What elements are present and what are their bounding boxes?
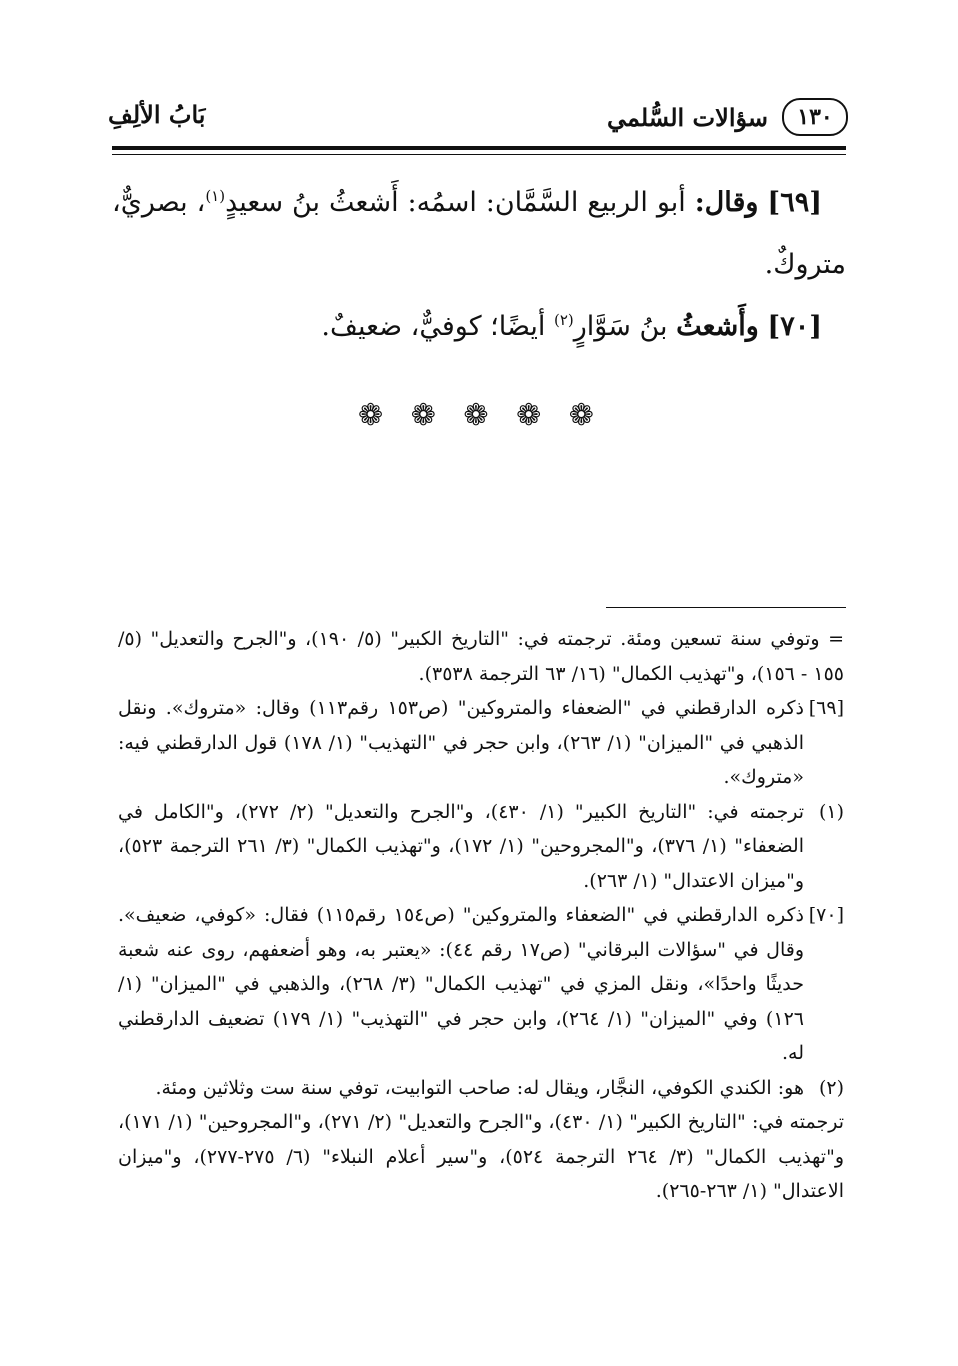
footnotes [118, 622, 844, 1209]
entry-text-continued: ، بصريٌّ، متروكٌ. [112, 187, 846, 280]
header-rule-thin [112, 154, 846, 155]
footnote-reference: (٢) [553, 311, 574, 329]
footnote-text: ترجمته في: "التاريخ الكبير" (١/ ٤٣٠)، و"الجرح والتعديل" (٢/ ٢٧٢)، و"الكامل في الضعفاء" (١/ ٣٧٦)، و"المجروحين" (١/ ١٧٢)، و"تهذيب الكمال" (٣/ ٢٦١ الترجمة ٥٢٣)، و"ميزان الاعتدال" (١/ ٢٦٣). [118, 800, 805, 892]
footnote-70 [118, 898, 844, 1071]
entry-lead-word: وقال: [694, 187, 759, 218]
footnote-text: ذكره الدارقطني في "الضعفاء والمتروكين" (ص١٥٤ رقم١١٥) فقال: «كوفي، ضعيف». وقال في "سؤالات البرقاني" (ص١٧ رقم ٤٤): «يعتبر به، وهو أضعفهم، روى عنه شعبة حديثًا واحدًا»، ونقل المزي في "تهذيب الكمال" (٣/ ٢٦٨)، والذهبي في "الميزان" (١/ ١٢٦) وفي "الميزان" (١/ ٢٦٤)، وابن حجر في "التهذيب" (١/ ١٧٩) تضعيف الدارقطني له. [118, 904, 804, 1064]
flower-ornament-icon: ❁ [358, 398, 390, 433]
footnote-text: هو: الكندي الكوفي، النجَّار، ويقال له: صاحب التوابيت، توفي سنة ست وثلاثين ومئة. [155, 1076, 804, 1099]
book-title: سؤالات السُّلمي [606, 102, 768, 132]
entry-number: [٧٠] [767, 311, 822, 342]
running-header [108, 98, 848, 142]
chapter-title: بَابُ الألِفِ [108, 100, 206, 129]
footnote-label: (١) [818, 800, 844, 823]
entry-70 [112, 296, 846, 358]
footnote-continuation: = وتوفي سنة تسعين ومئة. ترجمته في: "التاريخ الكبير" (٥/ ١٩٠)، و"الجرح والتعديل" (٥/ ١٥٥ - ١٥٦)، و"تهذيب الكمال" (١٦/ ٦٣ الترجمة ٣٥٣٨). [118, 628, 845, 685]
footnote-2-continuation: ترجمته في: "التاريخ الكبير" (١/ ٤٣٠)، و"الجرح والتعديل" (٢/ ٢٧١)، و"المجروحين" (١/ ١٧١)، و"تهذيب الكمال" (٣/ ٢٦٤ الترجمة ٥٢٤)، و"سير أعلام النبلاء" (٦/ ٢٧٥-٢٧٧)، و"ميزان الاعتدال" (١/ ٢٦٣-٢٦٥). [118, 1111, 845, 1202]
section-divider-ornaments [0, 398, 958, 433]
flower-ornament-icon: ❁ [568, 398, 600, 433]
flower-ornament-icon: ❁ [410, 398, 442, 433]
footnote-text: ذكره الدارقطني في "الضعفاء والمتروكين" (ص١٥٣ رقم١١٣) وقال: «متروك». ونقل الذهبي في "الميزان" (١/ ٢٦٣)، وابن حجر في "التهذيب" (١/ ١٧٨) قول الدارقطني فيه: «متروك». [118, 697, 804, 788]
page-number: ١٣٠ [782, 98, 848, 136]
main-text [112, 172, 846, 358]
flower-ornament-icon: ❁ [516, 398, 548, 433]
footnote-69 [118, 691, 844, 795]
footnote-label: (٢) [818, 1076, 844, 1099]
entry-69 [112, 172, 846, 296]
header-title-group [607, 98, 848, 136]
entry-text: أبو الربيع السَّمَّان: اسمُه: أَشعثُ بنُ سعيدٍ [225, 187, 686, 218]
entry-lead-word: وأَشعثُ [676, 311, 759, 342]
entry-number: [٦٩] [767, 187, 822, 218]
footnote-label: [٦٩] [808, 697, 844, 719]
header-rule-thick [112, 146, 846, 150]
footnote-label: [٧٠] [808, 904, 844, 926]
footnote-reference: (١) [205, 187, 226, 205]
footnote-separator [606, 607, 846, 608]
footnote-1 [118, 795, 844, 899]
entry-text-continued: أيضًا؛ كوفيٌّ، ضعيفٌ. [321, 311, 546, 342]
entry-text: بنُ سَوَّارٍ [573, 311, 668, 342]
flower-ornament-icon: ❁ [463, 398, 495, 433]
footnote-2 [118, 1071, 844, 1106]
